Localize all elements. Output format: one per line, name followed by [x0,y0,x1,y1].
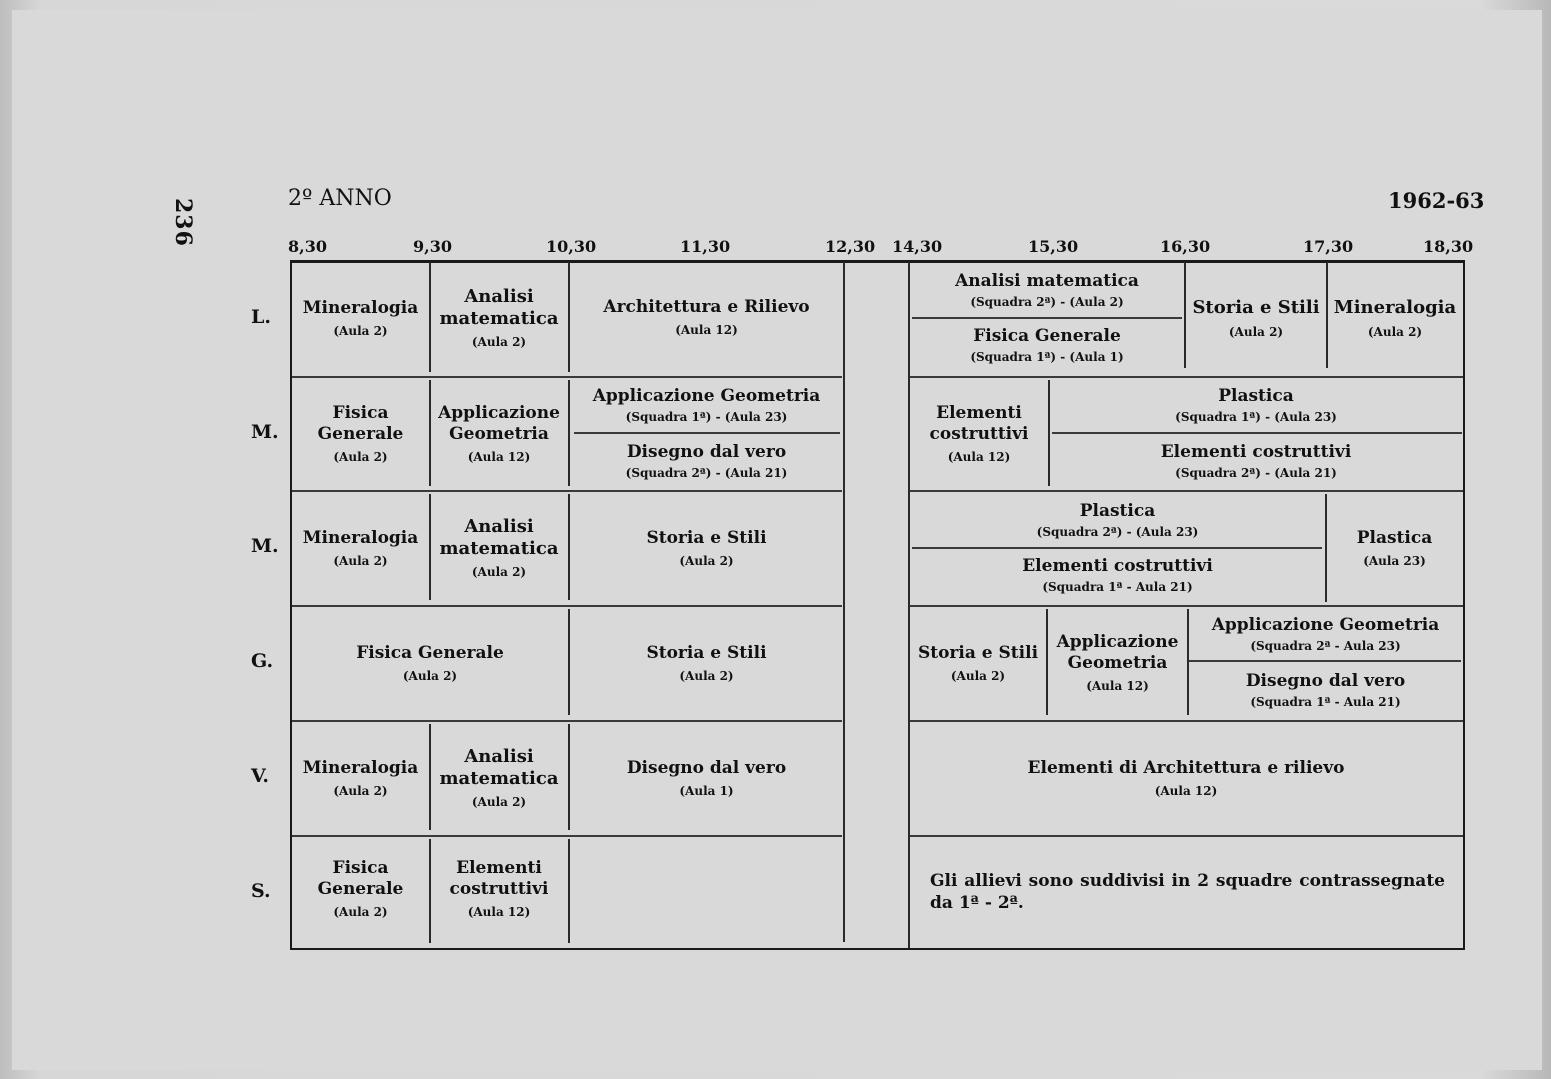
column-divider-1230 [843,262,845,942]
subject-label: Analisi [464,746,534,768]
column-divider [568,839,570,943]
subject-label: Generale [317,878,404,899]
subject-label: Applicazione Geometria [592,385,821,406]
room-label: (Squadra 2ª) - (Aula 21) [1175,466,1337,480]
subject-label: Fisica [332,403,389,424]
subject-label: Geometria [1067,652,1168,673]
room-label: (Aula 1) [679,784,734,798]
lesson-cell [1327,492,1462,604]
subject-label: Disegno dal vero [626,757,787,778]
subject-label: Architettura e Rilievo [603,296,810,317]
academic-year: 1962-63 [1388,188,1485,213]
subject-label: Storia e Stili [646,642,767,663]
room-label: (Aula 12) [675,323,738,337]
page-number: 236 [170,198,196,247]
lesson-cell [1050,434,1462,488]
lesson-cell [1048,607,1187,719]
room-label: (Aula 2) [679,669,734,683]
room-label: (Aula 2) [333,784,388,798]
time-label: 10,30 [546,237,597,256]
subject-label: Mineralogia [302,297,419,318]
subject-label: Disegno dal vero [1245,670,1406,691]
subject-label: Plastica [1218,385,1294,406]
subject-label: Elementi di Architettura e rilievo [1027,757,1345,778]
lesson-cell [430,378,568,490]
subject-label: Storia e Stili [917,642,1039,663]
room-label: (Aula 23) [1363,554,1426,568]
lesson-cell [1186,262,1326,374]
room-label: (Aula 2) [679,554,734,568]
subject-label: Mineralogia [302,527,419,548]
time-label: 11,30 [680,237,731,256]
room-label: (Squadra 1ª) - (Aula 23) [1175,410,1337,424]
room-label: (Aula 2) [402,669,458,683]
room-label: (Aula 2) [333,450,388,465]
subject-label: Mineralogia [1333,297,1457,318]
lesson-cell [910,607,1046,719]
time-label: 9,30 [413,237,452,256]
bleed-through-text [945,222,949,238]
time-label: 8,30 [288,237,327,256]
subject-label: Elementi [456,858,542,879]
year-label: 2º ANNO [288,186,392,211]
room-label: (Aula 12) [1154,784,1218,798]
time-label: 17,30 [1303,237,1354,256]
lesson-cell [910,492,1325,548]
subject-label: Disegno dal vero [626,441,787,462]
day-label-tuesday: M. [251,421,279,443]
subject-label: Analisi [464,516,534,538]
subject-label: matematica [439,307,559,329]
room-label: (Aula 12) [467,450,531,465]
room-label: (Aula 2) [471,565,527,580]
lesson-cell [570,492,843,604]
lesson-cell [570,434,843,488]
room-label: (Aula 2) [333,324,388,338]
time-label: 14,30 [892,237,943,256]
subject-label: Analisi matematica [955,270,1139,291]
room-label: (Aula 2) [1367,324,1423,339]
room-label: (Squadra 1ª) - (Aula 1) [970,350,1124,364]
lesson-cell [1050,378,1462,432]
lesson-cell [910,262,1184,318]
lesson-cell [292,262,429,374]
subject-label: Applicazione [438,403,560,424]
subject-label: Elementi costruttivi [1022,555,1213,576]
lesson-cell [430,262,568,374]
day-label-wednesday: M. [251,535,279,557]
lesson-cell [430,837,568,941]
room-label: (Squadra 2ª) - (Aula 23) [1036,525,1199,539]
room-label: (Aula 2) [950,669,1006,683]
room-label: (Squadra 1ª - Aula 21) [1250,695,1401,709]
lesson-cell [570,607,843,719]
subject-label: Applicazione Geometria [1211,614,1440,635]
subject-label: Mineralogia [302,757,419,778]
lesson-cell [292,837,429,941]
room-label: (Aula 2) [333,905,388,920]
day-label-friday: V. [251,765,270,787]
lesson-cell [430,492,568,604]
subject-label: Applicazione [1056,632,1179,653]
subject-label: Fisica Generale [973,325,1121,346]
room-label: (Squadra 2ª) - (Aula 21) [625,466,788,480]
lesson-cell [1328,262,1462,374]
subject-label: Plastica [1079,500,1156,521]
lesson-cell [570,378,843,432]
subject-label: Generale [317,423,404,444]
room-label: (Aula 12) [467,905,531,920]
day-label-monday: L. [251,306,271,328]
subject-label: Fisica [332,858,389,879]
lesson-cell [292,607,568,719]
subject-label: Elementi [936,403,1022,424]
subject-label: Storia e Stili [1192,297,1320,318]
lesson-cell [292,378,429,490]
lesson-cell [910,548,1325,602]
room-label: (Squadra 2ª - Aula 23) [1250,639,1401,653]
lesson-cell [430,722,568,834]
room-label: (Aula 12) [1086,679,1149,694]
lesson-cell [1189,607,1462,661]
room-label: (Squadra 2ª) - (Aula 2) [970,295,1124,309]
subject-label: Geometria [449,423,549,444]
lesson-cell [570,722,843,834]
lesson-cell [910,722,1462,834]
time-label: 15,30 [1028,237,1079,256]
lesson-cell [1189,662,1462,718]
subject-label: Storia e Stili [646,527,767,548]
room-label: (Aula 2) [471,335,527,350]
squad-note: Gli allievi sono suddivisi in 2 squadre contrassegnate da 1ª - 2ª. [930,871,1445,914]
subject-label: matematica [439,767,559,789]
day-label-thursday: G. [251,650,274,672]
lesson-cell [570,262,843,372]
subject-label: costruttivi [929,423,1029,444]
room-label: (Aula 2) [1228,324,1284,339]
subject-label: costruttivi [449,878,549,899]
lesson-cell [292,722,429,834]
subject-label: Analisi [464,286,534,308]
time-label: 16,30 [1160,237,1211,256]
lesson-cell [292,492,429,604]
room-label: (Squadra 1ª) - (Aula 23) [625,410,788,424]
row-divider [910,835,1463,837]
room-label: (Aula 12) [947,450,1011,465]
room-label: (Aula 2) [333,554,388,568]
time-label: 18,30 [1423,237,1474,256]
lesson-cell [910,318,1184,372]
subject-label: Plastica [1356,527,1433,548]
subject-label: matematica [439,537,559,559]
subject-label: Fisica Generale [356,642,504,663]
subject-label: Elementi costruttivi [1160,441,1352,462]
time-label: 12,30 [825,237,876,256]
room-label: (Squadra 1ª - Aula 21) [1042,580,1193,594]
lesson-cell [910,378,1048,490]
day-label-saturday: S. [251,880,271,902]
room-label: (Aula 2) [471,795,527,810]
